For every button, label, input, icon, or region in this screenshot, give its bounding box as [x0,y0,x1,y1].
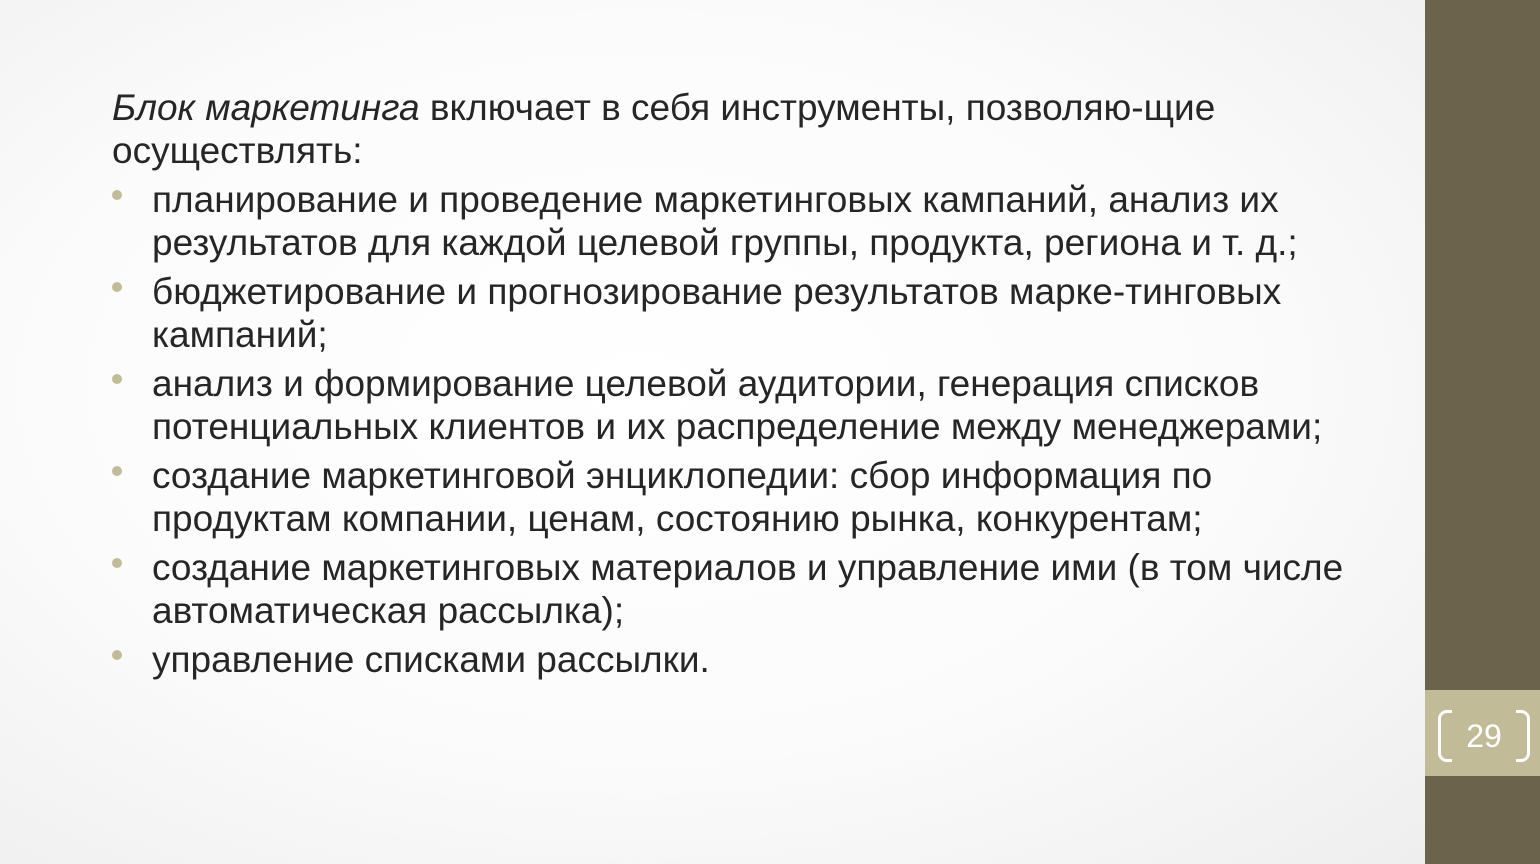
intro-text: включает в себя инструменты, позволяю-щие осуществлять: [112,87,1216,171]
bullet-text: управление списками рассылки. [152,639,710,680]
bullet-item [112,546,1392,632]
intro-paragraph [112,86,1392,172]
bullet-dot-icon [112,374,122,384]
bullet-dot-icon [112,466,122,476]
bullet-item [112,270,1392,356]
bullet-text: планирование и проведение маркетинговых кампаний, анализ их результатов для каждой целевой группы, продукта, региона и т. д.; [152,179,1298,263]
left-bracket-icon [1438,710,1452,762]
bullet-list [112,178,1392,681]
bullet-text: создание маркетинговых материалов и управление ими (в том числе автоматическая рассылка); [152,547,1344,631]
bullet-text: создание маркетинговой энциклопедии: сбор информация по продуктам компании, ценам, состоянию рынка, конкурентам; [152,455,1213,539]
bullet-text: анализ и формирование целевой аудитории, генерация списков потенциальных клиентов и их распределение между менеджерами; [152,363,1323,447]
bullet-dot-icon [112,282,122,292]
bullet-item [112,178,1392,264]
bullet-dot-icon [112,190,122,200]
slide-content [112,86,1392,687]
intro-emphasis: Блок маркетинга [112,87,420,128]
bullet-dot-icon [112,558,122,568]
bullet-item [112,362,1392,448]
bullet-text: бюджетирование и прогнозирование результатов марке-тинговых кампаний; [152,271,1282,355]
right-bracket-icon [1516,710,1530,762]
page-number: 29 [1466,718,1502,754]
bullet-item [112,638,1392,681]
bullet-dot-icon [112,650,122,660]
bullet-item [112,454,1392,540]
